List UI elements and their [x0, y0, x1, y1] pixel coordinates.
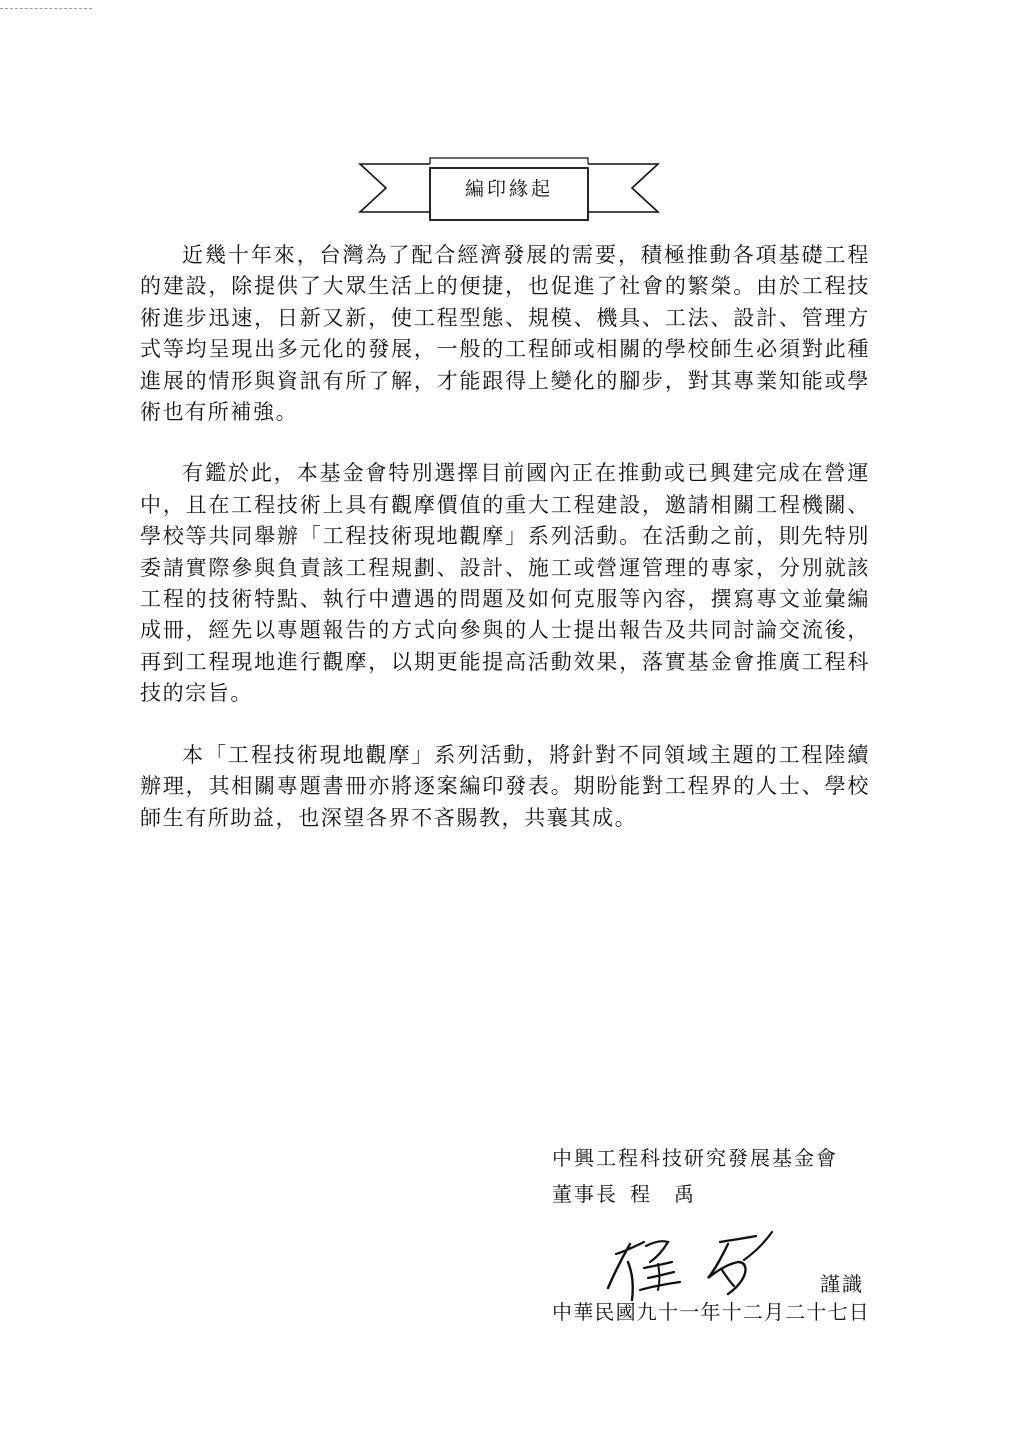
paragraph-closing: 本「工程技術現地觀摩」系列活動，將針對不同領域主題的工程陸續辦理，其相關專題書冊亦將逐案編印發表。期盼能對工程界的人士、學校師生有所助益，也深望各界不吝賜教，共襄其成。 — [140, 742, 870, 830]
scan-edge-mark — [0, 8, 92, 11]
chairman-title: 董事長 — [552, 1182, 618, 1206]
handwritten-signature — [600, 1224, 780, 1304]
paragraph-intro: 近幾十年來，台灣為了配合經濟發展的需要，積極推動各項基礎工程的建設，除提供了大眾生活上的便捷，也促進了社會的繁榮。由於工程技術進步迅速，日新又新，使工程型態、規模、機具、工法、設計、管理方式等均呈現出多元化的發展，一般的工程師或相關的學校師生必須對此種進展的情形與資訊有所了解，才能跟得上變化的腳步，對其專業知能或學術也有所補強。 — [140, 243, 870, 425]
respect-closing: 謹識 — [820, 1272, 864, 1296]
paragraph-purpose: 有鑑於此，本基金會特別選擇目前國內正在推動或已興建完成在營運中，且在工程技術上具有觀摩價值的重大工程建設，邀請相關工程機關、學校等共同舉辦「工程技術現地觀摩」系列活動。在活動之前，則先特別委請實際參與負責該工程規劃、設計、施工或營運管理的專家，分別就該工程的技術特點、執行中遭遇的問題及如何克服等內容，撰寫專文並彙編成冊，經先以專題報告的方式向參與的人士提出報告及共同討論交流後，再到工程現地進行觀摩，以期更能提高活動效果，落實基金會推廣工程科技的宗旨。 — [140, 461, 870, 706]
title-banner — [348, 150, 670, 230]
chairman-line — [552, 1178, 696, 1207]
organization-name: 中興工程科技研究發展基金會 — [552, 1146, 838, 1170]
chairman-name: 程 禹 — [630, 1182, 696, 1206]
body-text — [140, 240, 870, 864]
page-title: 編印緣起 — [464, 178, 553, 200]
date-line: 中華民國九十一年十二月二十七日 — [552, 1300, 870, 1324]
